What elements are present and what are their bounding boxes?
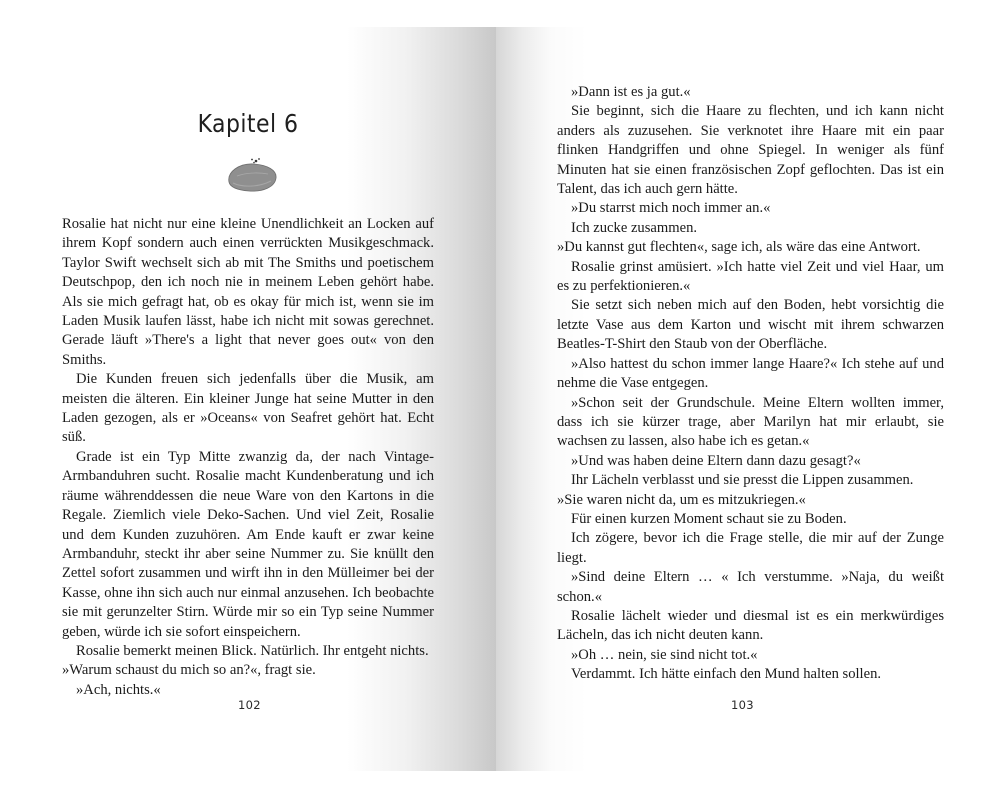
paragraph: Rosalie lächelt wieder und diesmal ist es ein merkwürdiges Lächeln, das ich nicht deuten kann. — [557, 607, 944, 644]
paragraph: Sie beginnt, sich die Haare zu flechten, und ich kann nicht anders als zuzusehen. Sie verknotet ihre Haare mit ein paar flinken Handgriffen und ohne Spiegel. In weniger als fünf Minuten hat sie einen französischen Zopf geflochten. Das ist ein Talent, das ich auch gern hätte. — [557, 103, 944, 198]
paragraph: Rosalie grinst amüsiert. »Ich hatte viel Zeit und viel Haar, um es zu perfektionieren.« — [557, 258, 944, 295]
paragraph: Ich zögere, bevor ich die Frage stelle, die mir auf der Zunge liegt. — [557, 530, 944, 566]
right-body-text — [557, 83, 944, 685]
page-number: 103 — [731, 698, 754, 712]
paragraph: »Oh … nein, sie sind nicht tot.« — [571, 646, 758, 663]
paragraph: »Du starrst mich noch immer an.« — [571, 200, 771, 217]
paragraph: »Warum schaust du mich so an?«, fragt sie. — [62, 662, 316, 679]
paragraph: Sie setzt sich neben mich auf den Boden, hebt vorsichtig die letzte Vase aus dem Karton und wischt mit ihrem schwarzen Beatles-T-Shirt den Staub von der Oberfläche. — [557, 297, 944, 353]
paragraph: Verdammt. Ich hätte einfach den Mund halten sollen. — [571, 666, 882, 683]
chapter-title: Kapitel 6 — [197, 109, 299, 138]
paragraph: Die Kunden freuen sich jedenfalls über die Musik, am meisten die älteren. Ein kleiner Junge hat seine Mutter in den Laden gezogen, als er »Oceans« von Seafret gehört hat. Echt süß. — [62, 371, 434, 446]
paragraph: Ich zucke zusammen. — [571, 219, 698, 236]
paragraph: »Also hattest du schon immer lange Haare?« Ich stehe auf und nehme die Vase entgegen. — [557, 355, 944, 392]
paragraph: »Sind deine Eltern … « Ich verstumme. »Naja, du weißt schon.« — [557, 569, 944, 605]
paragraph: Für einen kurzen Moment schaut sie zu Boden. — [571, 510, 847, 527]
paragraph: »Sie waren nicht da, um es mitzukriegen.« — [557, 491, 806, 508]
paragraph: »Und was haben deine Eltern dann dazu gesagt?« — [571, 452, 861, 469]
paragraph: »Du kannst gut flechten«, sage ich, als wäre das eine Antwort. — [557, 239, 921, 256]
paragraph: »Schon seit der Grundschule. Meine Eltern wollten immer, dass ich sie kürzer trage, aber Marilyn hat mir erlaubt, sie wachsen zu lassen, also habe ich es getan.« — [557, 394, 944, 450]
paragraph: Grade ist ein Typ Mitte zwanzig da, der nach Vintage-Armbanduhren sucht. Rosalie macht Kundenberatung und ich räume währenddessen die neue Ware von den Kartons in die Regale. Ziemlich viele Deko-Sachen. Und viel Zeit, Rosalie und dem Kunden zuzuhören. Am Ende kauft er zwar keine Armbanduhr, steckt ihr aber seine Nummer zu. Sie knüllt den Zettel sofort zusammen und wirft ihn in den Mülleimer bei der Kasse, ohne ihn sich auch nur einmal anzusehen. Ich beobachte sie mit gerunzelter Stirn. Würde mir so ein Typ seine Nummer geben, würde ich sie sofort einspeichern. — [62, 448, 434, 640]
paragraph: »Ach, nichts.« — [76, 681, 161, 698]
paragraph: »Dann ist es ja gut.« — [571, 84, 691, 100]
paragraph: Rosalie bemerkt meinen Blick. Natürlich. Ihr entgeht nichts. — [76, 642, 429, 659]
left-body-text — [62, 215, 434, 700]
paragraph: Ihr Lächeln verblasst und sie presst die Lippen zusammen. — [571, 472, 914, 489]
paragraph: Rosalie hat nicht nur eine kleine Unendlichkeit an Locken auf ihrem Kopf sondern auch einen verrückten Musikgeschmack. Taylor Swift wechselt sich ab mit The Smiths und poetischem Deutschpop, den ich noch nie in meinem Leben gehört habe. Als sie mich gefragt hat, ob es okay für mich ist, wenn sie im Laden Musik laufen lässt, habe ich nicht mit sowas gerechnet. Gerade läuft »There's a light that never goes out« von den Smiths. — [62, 216, 434, 368]
left-page — [0, 27, 496, 771]
lemon-icon — [223, 156, 281, 196]
right-page — [496, 27, 1000, 771]
page-number: 102 — [238, 698, 261, 712]
